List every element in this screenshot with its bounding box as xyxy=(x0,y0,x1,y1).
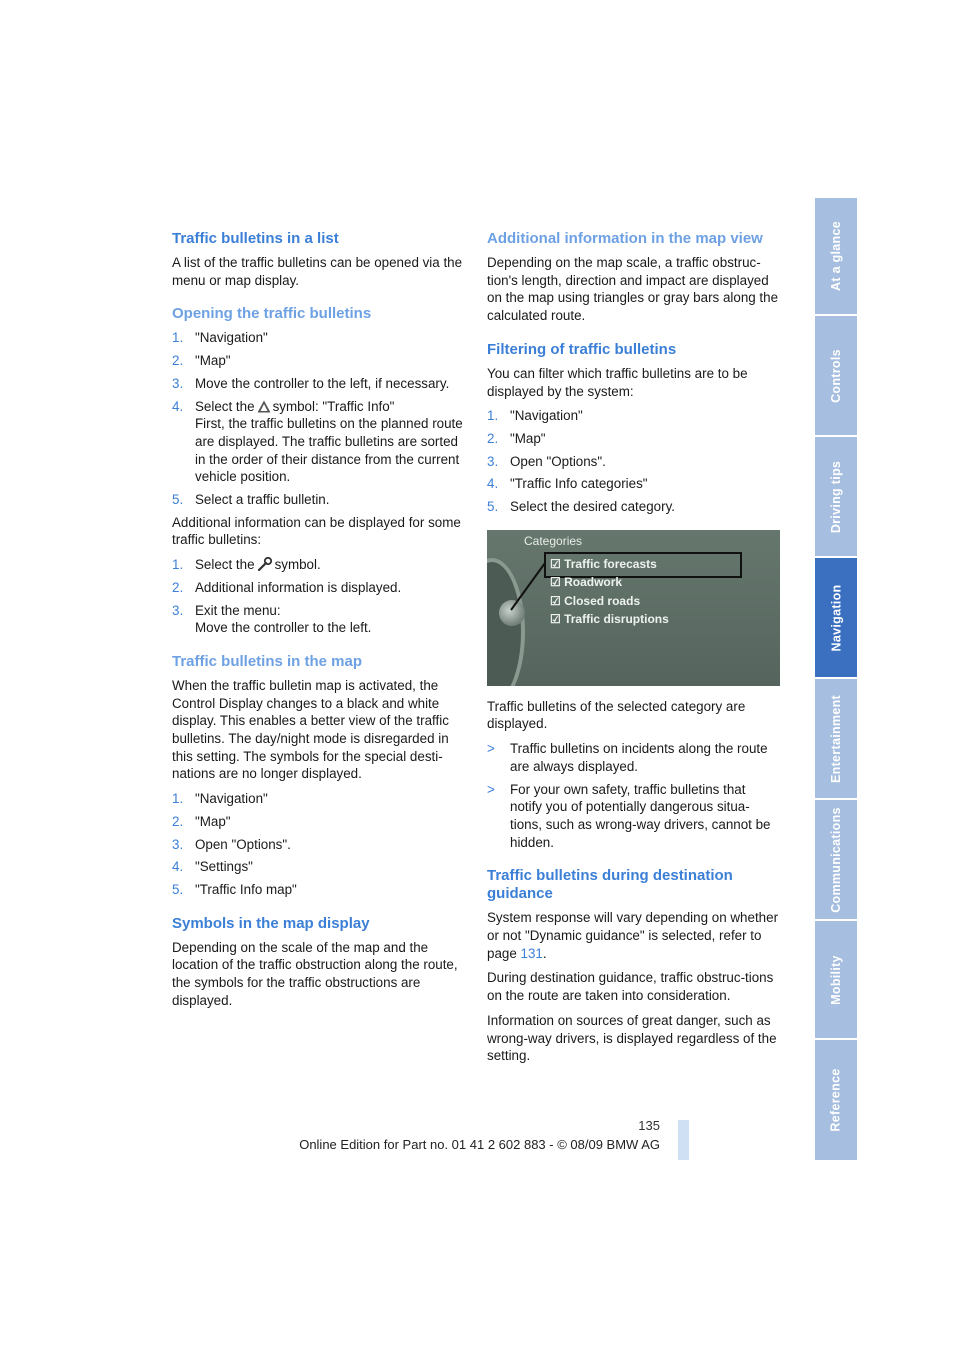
step-number: 1. xyxy=(172,791,184,807)
list-item xyxy=(172,881,465,899)
section-subtitle: Opening the traffic bulletins xyxy=(172,305,372,323)
step-number: 2. xyxy=(172,353,184,369)
step-text: Select the desired category. xyxy=(510,499,675,515)
list-item xyxy=(172,352,465,370)
step-number: 3. xyxy=(172,836,184,852)
paragraph: Depending on the map scale, a traffic obstruc-tion's length, direction and impact are displayed on the map using triangles or gray bars along the calculated route. xyxy=(487,255,779,324)
paragraph: System response will vary depending on whether or not "Dynamic guidance" is selected, refer to page 131. xyxy=(487,910,779,961)
section-subtitle: Traffic bulletins in the map xyxy=(172,652,363,670)
warning-triangle-icon xyxy=(257,400,271,413)
paragraph: Depending on the scale of the map and the location of the traffic obstruction along the route, the symbols for the traffic obstructions are displayed. xyxy=(172,939,458,1008)
steps-list xyxy=(172,329,465,508)
step-text: "Map" xyxy=(510,430,546,446)
step-number: 1. xyxy=(172,557,184,573)
page-link[interactable]: 131 xyxy=(520,945,543,961)
step-text: Additional information is displayed. xyxy=(195,579,402,595)
step-text: Move the controller to the left. xyxy=(195,620,372,636)
step-number: 2. xyxy=(487,430,499,446)
step-text: Select the xyxy=(195,398,255,414)
step-text: Select a traffic bulletin. xyxy=(195,492,330,508)
list-item xyxy=(172,790,465,808)
tab-controls[interactable]: Controls xyxy=(815,316,857,435)
paragraph: During destination guidance, traffic obstruc-tions on the route are taken into consideration. xyxy=(487,970,774,1004)
step-number: 5. xyxy=(487,499,499,515)
step-text: "Navigation" xyxy=(195,330,268,346)
step-number: 2. xyxy=(172,579,184,595)
list-item xyxy=(487,475,780,493)
list-item xyxy=(172,836,465,854)
step-number: 2. xyxy=(172,813,184,829)
tab-communications[interactable]: Communications xyxy=(815,800,857,919)
step-text: "Traffic Info map" xyxy=(195,881,297,897)
step-text: "Navigation" xyxy=(510,408,583,424)
step-number: 1. xyxy=(172,330,184,346)
list-item xyxy=(487,498,780,516)
section-title: Traffic bulletins in a list xyxy=(172,230,339,247)
paragraph: Traffic bulletins of the selected category are displayed. xyxy=(487,698,746,732)
list-item xyxy=(172,602,465,637)
tab-driving-tips[interactable]: Driving tips xyxy=(815,437,857,556)
category-item: ☑ Roadwork xyxy=(550,574,623,589)
page-marker-bar xyxy=(678,1120,689,1160)
list-item xyxy=(172,579,465,597)
section-subtitle: Additional information in the map view xyxy=(487,230,763,247)
section-title: Traffic bulletins during destination guidance xyxy=(487,867,733,903)
bullet-marker: > xyxy=(487,781,495,797)
footer-text: Online Edition for Part no. 01 41 2 602 883 - © 08/09 BMW AG xyxy=(299,1137,660,1152)
section-title: Filtering of traffic bulletins xyxy=(487,340,677,358)
step-text: "Map" xyxy=(195,353,231,369)
control-display-screenshot xyxy=(487,530,780,686)
paragraph: A list of the traffic bulletins can be opened via the menu or map display. xyxy=(172,255,463,288)
step-number: 4. xyxy=(487,476,499,492)
step-text: symbol. xyxy=(274,557,321,573)
page-number: 135 xyxy=(638,1118,660,1133)
tab-reference[interactable]: Reference xyxy=(815,1040,857,1160)
step-text: Open "Options". xyxy=(510,453,606,469)
step-text: "Map" xyxy=(195,813,231,829)
step-number: 5. xyxy=(172,881,184,897)
step-text: Exit the menu: xyxy=(195,602,281,618)
category-item: ☑ Closed roads xyxy=(550,593,641,608)
tab-entertainment[interactable]: Entertainment xyxy=(815,679,857,798)
section-title: Symbols in the map display xyxy=(172,914,370,932)
list-item xyxy=(172,858,465,876)
category-item: ☑ Traffic forecasts xyxy=(550,556,657,571)
bullet-marker: > xyxy=(487,741,495,757)
list-item xyxy=(487,740,780,775)
screen-title: Categories xyxy=(524,533,583,548)
step-text: Move the controller to the left, if necessary. xyxy=(195,375,450,391)
list-item xyxy=(172,813,465,831)
wrench-icon xyxy=(257,557,273,571)
paragraph: When the traffic bulletin map is activated, the Control Display changes to a black and white display. This enables a better view of the traffic bulletins. The day/night mode is disregarded in this setting. The symbols for the special desti-nations are no longer displayed. xyxy=(172,677,449,782)
steps-list xyxy=(487,407,780,516)
step-text: symbol: "Traffic Info" xyxy=(272,398,395,414)
right-column xyxy=(487,230,780,1072)
list-item xyxy=(487,781,780,852)
step-number: 3. xyxy=(172,375,184,391)
bullet-list xyxy=(487,740,780,851)
step-text: Select the xyxy=(195,557,255,573)
step-number: 1. xyxy=(487,408,499,424)
pointer-line xyxy=(487,530,780,686)
left-column xyxy=(172,230,465,1017)
tab-mobility[interactable]: Mobility xyxy=(815,921,857,1038)
paragraph: Additional information can be displayed for some traffic bulletins: xyxy=(172,514,461,548)
list-item xyxy=(172,491,465,509)
list-item xyxy=(487,407,780,425)
step-number: 3. xyxy=(172,602,184,618)
list-item xyxy=(172,556,465,574)
step-text: "Navigation" xyxy=(195,791,268,807)
paragraph: You can filter which traffic bulletins are to be displayed by the system: xyxy=(487,365,748,399)
step-text: Open "Options". xyxy=(195,836,291,852)
step-number: 5. xyxy=(172,492,184,508)
list-item xyxy=(487,430,780,448)
step-text: "Traffic Info categories" xyxy=(510,476,648,492)
tab-navigation[interactable]: Navigation xyxy=(815,558,857,677)
tab-at-a-glance[interactable]: At a glance xyxy=(815,198,857,314)
step-text: First, the traffic bulletins on the planned route are displayed. The traffic bulletins are sorted in the order of their distance from the current vehicle position. xyxy=(195,416,463,485)
bullet-text: Traffic bulletins on incidents along the route are always displayed. xyxy=(510,741,768,774)
step-number: 4. xyxy=(172,398,184,414)
list-item xyxy=(172,375,465,393)
list-item xyxy=(172,398,465,487)
step-text: "Settings" xyxy=(195,859,253,875)
paragraph: Information on sources of great danger, such as wrong-way drivers, is displayed regardless of the setting. xyxy=(487,1012,777,1064)
steps-list xyxy=(172,790,465,899)
step-number: 4. xyxy=(172,859,184,875)
list-item xyxy=(172,329,465,347)
steps-list xyxy=(172,556,465,637)
list-item xyxy=(487,453,780,471)
bullet-text: For your own safety, traffic bulletins that notify you of potentially dangerous situa-tions, such as wrong-way drivers, cannot be hidden. xyxy=(510,781,771,850)
category-item: ☑ Traffic disruptions xyxy=(550,611,669,626)
step-number: 3. xyxy=(487,453,499,469)
